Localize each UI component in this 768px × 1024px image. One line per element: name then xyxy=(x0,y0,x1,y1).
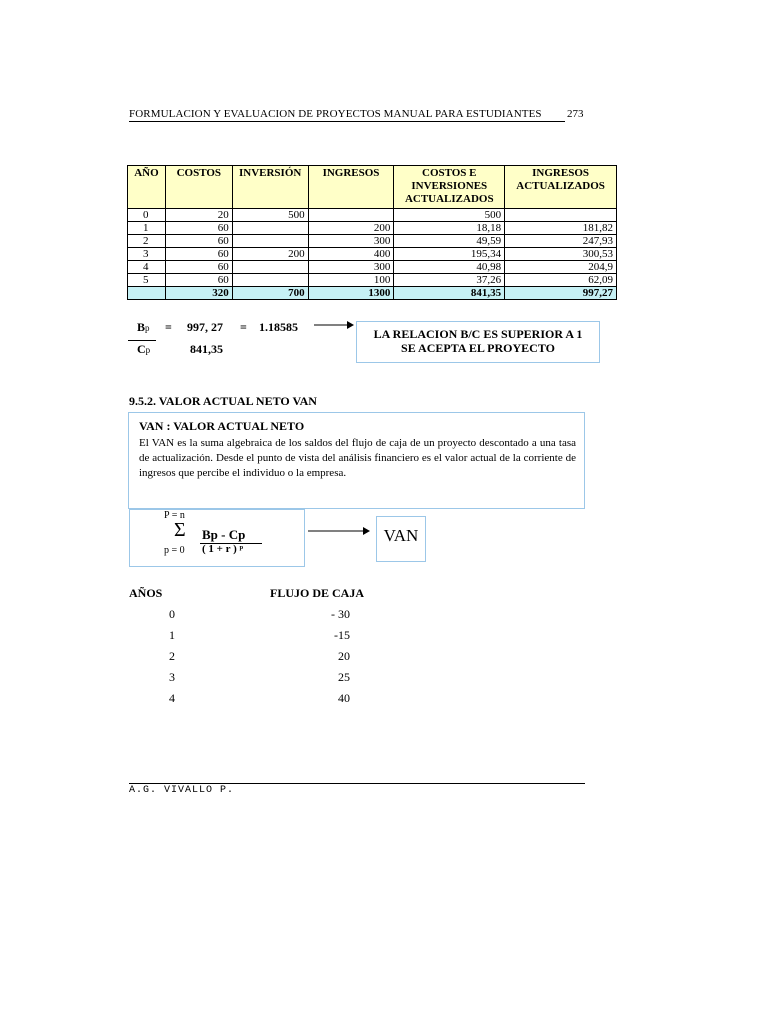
cell-income: 300 xyxy=(308,235,394,248)
footer-author: A.G. VIVALLO P. xyxy=(129,785,235,796)
col-header-year: AÑO xyxy=(128,166,166,209)
conclusion-line-2: SE ACEPTA EL PROYECTO xyxy=(401,341,555,355)
running-header-title: FORMULACION Y EVALUACION DE PROYECTOS MANUAL PARA ESTUDIANTES xyxy=(129,108,542,120)
definition-text: El VAN es la suma algebraica de los saldos del flujo de caja de un proyecto descontado a una tasa de actualización. Desde el punto de vista del análisis financiero es el valor actual de la corriente de ingresos que percibe el individuo o la empresa. xyxy=(139,437,576,479)
table-row xyxy=(128,261,617,274)
conclusion-line-1: LA RELACION B/C ES SUPERIOR A 1 xyxy=(373,327,583,341)
cell-discounted-costs: 18,18 xyxy=(394,222,505,235)
total-year xyxy=(128,287,166,300)
cash-flow-value: 40 xyxy=(338,691,350,705)
cell-year: 4 xyxy=(128,261,166,274)
ratio-result: 1.18585 xyxy=(259,320,298,334)
cell-investment: 200 xyxy=(232,248,308,261)
table-row xyxy=(128,248,617,261)
col-header-investment: INVERSIÓN xyxy=(232,166,308,209)
cell-discounted-income: 247,93 xyxy=(505,235,617,248)
total-discounted-income: 997,27 xyxy=(505,287,617,300)
cell-discounted-costs: 37,26 xyxy=(394,274,505,287)
definition-box xyxy=(128,412,585,509)
cell-costs: 60 xyxy=(165,235,232,248)
cell-income: 400 xyxy=(308,248,394,261)
cell-investment: 500 xyxy=(232,209,308,222)
benefit-cost-table xyxy=(127,165,617,300)
cell-costs: 20 xyxy=(165,209,232,222)
cell-costs: 60 xyxy=(165,222,232,235)
ratio-numerator: 997, 27 xyxy=(187,320,223,334)
cell-discounted-income: 300,53 xyxy=(505,248,617,261)
cell-year: 3 xyxy=(128,248,166,261)
cell-investment xyxy=(232,261,308,274)
cash-flow-header: FLUJO DE CAJA xyxy=(270,586,365,600)
cell-year: 2 xyxy=(128,235,166,248)
cell-investment xyxy=(232,235,308,248)
cash-flow-year: 4 xyxy=(169,691,175,705)
cell-investment xyxy=(232,274,308,287)
ratio-equals-2: = xyxy=(240,320,247,334)
cell-discounted-income xyxy=(505,209,617,222)
ratio-b-label: Bp xyxy=(137,320,150,334)
table-row xyxy=(128,235,617,248)
cell-discounted-income: 181,82 xyxy=(505,222,617,235)
ratio-equals-1: = xyxy=(165,320,172,334)
sum-lower-limit: p = 0 xyxy=(164,545,185,556)
page-number: 273 xyxy=(567,108,584,120)
cash-flow-year: 2 xyxy=(169,649,175,663)
cell-income: 100 xyxy=(308,274,394,287)
cell-discounted-costs: 500 xyxy=(394,209,505,222)
cell-income: 300 xyxy=(308,261,394,274)
table-total-row xyxy=(128,287,617,300)
cell-discounted-costs: 49,59 xyxy=(394,235,505,248)
section-title: 9.5.2. VALOR ACTUAL NETO VAN xyxy=(129,394,317,408)
ratio-fraction-line xyxy=(128,340,156,341)
van-result-box: VAN xyxy=(376,516,426,562)
cash-flow-value: - 30 xyxy=(331,607,350,621)
arrow-right-icon xyxy=(308,526,370,536)
cell-income xyxy=(308,209,394,222)
cell-income: 200 xyxy=(308,222,394,235)
ratio-denominator: 841,35 xyxy=(190,342,223,356)
cell-costs: 60 xyxy=(165,261,232,274)
table-header-row xyxy=(128,166,617,209)
sum-upper-limit: P = n xyxy=(164,510,185,521)
cell-discounted-income: 204,9 xyxy=(505,261,617,274)
col-header-costs: COSTOS xyxy=(165,166,232,209)
arrow-right-icon xyxy=(314,320,354,330)
definition-title: VAN : VALOR ACTUAL NETO xyxy=(139,419,305,433)
cash-flow-value: -15 xyxy=(334,628,350,642)
cell-costs: 60 xyxy=(165,248,232,261)
total-costs: 320 xyxy=(165,287,232,300)
cell-discounted-costs: 40,98 xyxy=(394,261,505,274)
cash-flow-value: 25 xyxy=(338,670,350,684)
cash-flow-value: 20 xyxy=(338,649,350,663)
sigma-symbol: Σ xyxy=(174,519,186,541)
header-rule xyxy=(129,121,565,122)
table-row xyxy=(128,274,617,287)
total-investment: 700 xyxy=(232,287,308,300)
formula-numerator: Bp - Cp xyxy=(202,527,246,542)
cell-discounted-income: 62,09 xyxy=(505,274,617,287)
formula-denominator: ( 1 + r ) ᵖ xyxy=(202,543,244,555)
total-discounted-costs: 841,35 xyxy=(394,287,505,300)
footer-rule xyxy=(129,783,585,784)
col-header-income: INGRESOS xyxy=(308,166,394,209)
cash-flow-year: 1 xyxy=(169,628,175,642)
cash-flow-year: 3 xyxy=(169,670,175,684)
col-header-discounted-costs: COSTOS E INVERSIONES ACTUALIZADOS xyxy=(394,166,505,209)
table-row xyxy=(128,222,617,235)
cash-flow-year-header: AÑOS xyxy=(129,586,163,600)
cash-flow-year: 0 xyxy=(169,607,175,621)
cell-investment xyxy=(232,222,308,235)
cell-year: 5 xyxy=(128,274,166,287)
table-row xyxy=(128,209,617,222)
cell-discounted-costs: 195,34 xyxy=(394,248,505,261)
col-header-discounted-income: INGRESOS ACTUALIZADOS xyxy=(505,166,617,209)
cell-year: 1 xyxy=(128,222,166,235)
ratio-c-label: Cp xyxy=(137,342,151,356)
conclusion-box xyxy=(356,321,600,363)
cell-costs: 60 xyxy=(165,274,232,287)
total-income: 1300 xyxy=(308,287,394,300)
cell-year: 0 xyxy=(128,209,166,222)
